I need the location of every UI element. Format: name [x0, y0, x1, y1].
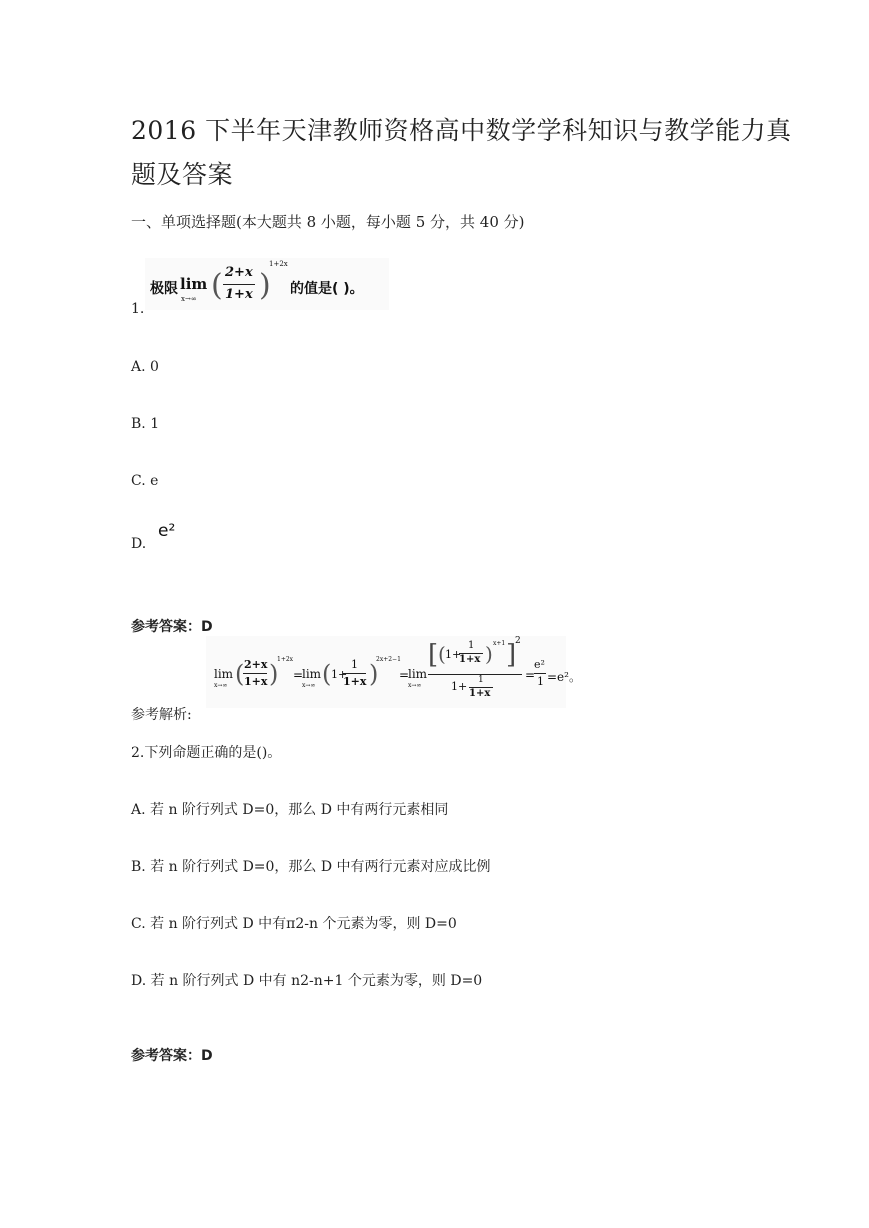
- af-one-plus-1: 1+: [331, 668, 348, 681]
- section-heading: 一、单项选择题(本大题共 8 小题，每小题 5 分，共 40 分): [131, 213, 525, 231]
- af-paren-2r: ): [369, 660, 379, 688]
- af-paren-2l: (: [322, 660, 332, 688]
- document-title-line-2: 题及答案: [131, 160, 234, 189]
- q1-answer: 参考答案：D: [131, 619, 213, 635]
- af-sub-1: x→∞: [214, 682, 228, 689]
- af-sub-2: x→∞: [302, 682, 316, 689]
- q2-answer: 参考答案：D: [131, 1048, 213, 1064]
- q1-option-c-text: e: [150, 473, 159, 489]
- q2-option-a-label: A.: [131, 802, 146, 818]
- af-f2-bar: [343, 673, 366, 674]
- q2-option-c-text: 若 n 阶行列式 D 中有π2-n 个元素为零，则 D=0: [150, 916, 457, 932]
- q1-stem-prefix: 极限: [150, 281, 178, 297]
- af-f4-den: 1+x: [469, 688, 491, 699]
- af-f1-bar: [243, 673, 267, 674]
- af-lim-3: lim: [408, 667, 428, 681]
- q1-option-a: [131, 359, 159, 375]
- q2-option-b-label: B.: [131, 859, 146, 875]
- af-paren-1r: ): [269, 660, 279, 688]
- af-res-den: 1: [537, 675, 544, 688]
- q1-analysis-label: 参考解析:: [131, 707, 192, 723]
- q1-number: 1.: [131, 301, 145, 317]
- q1-option-b-text: 1: [150, 416, 160, 432]
- q1-stem-suffix: 的值是( )。: [290, 281, 364, 297]
- q1-left-paren: (: [211, 268, 223, 303]
- af-lim-1: lim: [214, 667, 234, 681]
- af-f2-den: 1+x: [343, 675, 367, 688]
- q2-option-a-text: 若 n 阶行列式 D=0，那么 D 中有两行元素相同: [150, 802, 449, 818]
- af-f1-den: 1+x: [244, 675, 268, 688]
- q2-option-b: [131, 856, 491, 876]
- q2-option-c: [131, 913, 457, 933]
- q1-option-d: [131, 536, 146, 552]
- af-f3-num: 1: [468, 640, 475, 651]
- q1-option-d-text: e²: [158, 521, 176, 541]
- af-f2-num: 1: [351, 658, 358, 671]
- q2-option-b-text: 若 n 阶行列式 D=0，那么 D 中有两行元素对应成比例: [150, 859, 491, 875]
- q1-frac-num: 2+x: [225, 265, 253, 280]
- q2-option-d-label: D.: [131, 973, 147, 989]
- af-bracket-l: [: [428, 640, 439, 670]
- q2-stem: 2.下列命题正确的是()。: [131, 745, 282, 761]
- af-outer-exp: x+1: [493, 640, 506, 647]
- q1-option-c-label: C.: [131, 473, 146, 489]
- af-eq-1: =: [293, 668, 304, 682]
- af-paren-3r: ): [485, 642, 493, 666]
- q1-option-b: [131, 416, 159, 432]
- q1-stem-formula: [145, 258, 389, 310]
- af-sub-3: x→∞: [408, 682, 422, 689]
- document-title-line-1: 2016 下半年天津教师资格高中数学学科知识与教学能力真: [131, 116, 792, 145]
- af-res-bar: [534, 673, 546, 674]
- af-big-bar: [428, 674, 522, 675]
- af-one-plus-3: 1+: [451, 680, 468, 693]
- af-f1-exp: 1+2x: [277, 656, 294, 663]
- af-lim-2: lim: [302, 667, 322, 681]
- af-paren-3l: (: [438, 642, 446, 666]
- q1-exponent: 1+2x: [269, 260, 288, 268]
- q2-option-c-label: C.: [131, 916, 146, 932]
- af-final: =e²。: [547, 670, 581, 684]
- q2-option-d-text: 若 n 阶行列式 D 中有 n2-n+1 个元素为零，则 D=0: [150, 973, 483, 989]
- af-paren-1l: (: [235, 660, 245, 688]
- q1-option-a-label: A.: [131, 359, 146, 375]
- q2-option-d: [131, 970, 482, 990]
- af-res-num: e²: [534, 658, 545, 671]
- af-square: 2: [515, 636, 521, 646]
- q1-right-paren: ): [259, 268, 271, 303]
- q1-frac-bar: [223, 284, 255, 285]
- q1-lim-sub: x→∞: [181, 295, 197, 303]
- af-eq-3: =: [525, 668, 536, 682]
- af-eq-2: =: [399, 668, 410, 682]
- af-f4-num: 1: [478, 675, 484, 685]
- q1-frac-den: 1+x: [225, 287, 253, 302]
- q1-option-a-text: 0: [150, 359, 159, 375]
- q1-option-b-label: B.: [131, 416, 146, 432]
- q1-option-d-label: D.: [131, 536, 147, 552]
- af-one-plus-2: 1+: [445, 648, 462, 661]
- af-f2-exp: 2x+2−1: [376, 656, 401, 663]
- q1-analysis-formula: [206, 636, 581, 708]
- q2-option-a: [131, 799, 448, 819]
- af-f3-den: 1+x: [459, 654, 481, 665]
- q1-lim: lim: [180, 275, 208, 293]
- af-f1-num: 2+x: [244, 658, 268, 671]
- q1-option-c: [131, 473, 158, 489]
- af-bracket-r: ]: [506, 640, 517, 670]
